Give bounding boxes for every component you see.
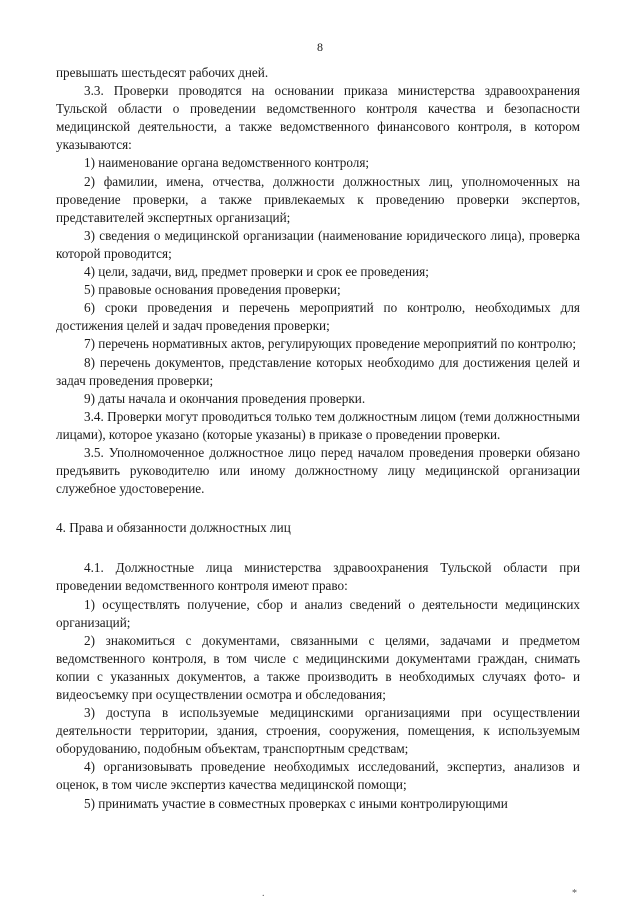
scan-mark: *	[572, 888, 577, 899]
paragraph-continuation: превышать шестьдесят рабочих дней.	[56, 65, 269, 80]
list-item-4-1-4: 4) организовывать проведение необходимых исследований, экспертиз, анализов и оценок, в том числе экспертиз качества медицинской помощи;	[56, 759, 580, 793]
paragraph-3-3: 3.3. Проверки проводятся на основании приказа министерства здравоохранения Тульской области о проведении ведомственного контроля качества и безопасности медицинской деятельности, а также ведомственного финансового контроля, в котором указываются:	[56, 83, 580, 153]
list-item-4-1-2: 2) знакомиться с документами, связанными с целями, задачами и предметом ведомственного контроля, в том числе с медицинскими документами граждан, снимать копии с указанных документов, а также производить в необходимых случаях фото- и видеосъемку при осуществлении осмотра и обследования;	[56, 632, 580, 702]
paragraph-3-4: 3.4. Проверки могут проводиться только тем должностным лицом (теми должностными лицами), которое указано (которые указаны) в приказе о проведении проверки.	[56, 408, 580, 442]
list-item-3-3-9: 9) даты начала и окончания проведения проверки.	[84, 390, 366, 406]
paragraph-3-5: 3.5. Уполномоченное должностное лицо перед началом проведения проверки обязано предъявить руководителю или иному должностному лицу медицинской организации служебное удостоверение.	[56, 444, 580, 497]
list-item-3-3-3: 3) сведения о медицинской организации (наименование юридического лица), проверка которой проводится;	[56, 227, 580, 261]
list-item-4-1-5: 5) принимать участие в совместных проверках с иными контролирующими	[84, 795, 508, 811]
page-number: 8	[317, 40, 323, 54]
list-item-3-3-4: 4) цели, задачи, вид, предмет проверки и срок ее проведения;	[84, 264, 429, 280]
list-item-3-3-2: 2) фамилии, имена, отчества, должности должностных лиц, уполномоченных на проведение проверки, а также привлекаемых к проведению проверки экспертов, представителей экспертных организаций;	[56, 173, 580, 225]
scan-mark: .	[262, 888, 265, 899]
list-item-4-1-3: 3) доступа в используемые медицинскими организациями при осуществлении деятельности территории, здания, строения, сооружения, помещения, к используемым оборудованию, подобным объектам, транспортным средствам;	[56, 705, 580, 757]
list-item-3-3-7: 7) перечень нормативных актов, регулирующих проведение мероприятий по контролю;	[84, 336, 577, 352]
list-item-3-3-8: 8) перечень документов, представление которых необходимо для достижения целей и задач проведения проверки;	[56, 354, 580, 388]
section-4-heading: 4. Права и обязанности должностных лиц	[56, 520, 291, 536]
list-item-4-1-1: 1) осуществлять получение, сбор и анализ сведений о деятельности медицинских организаций;	[56, 596, 580, 630]
document-body	[56, 64, 580, 813]
list-item-3-3-5: 5) правовые основания проведения проверки;	[84, 282, 341, 298]
list-item-3-3-6: 6) сроки проведения и перечень мероприятий по контролю, необходимых для достижения целей и задач проведения проверки;	[56, 300, 580, 334]
paragraph-4-1: 4.1. Должностные лица министерства здравоохранения Тульской области при проведении ведомственного контроля имеют право:	[56, 560, 580, 594]
list-item-3-3-1: 1) наименование органа ведомственного контроля;	[84, 155, 370, 171]
